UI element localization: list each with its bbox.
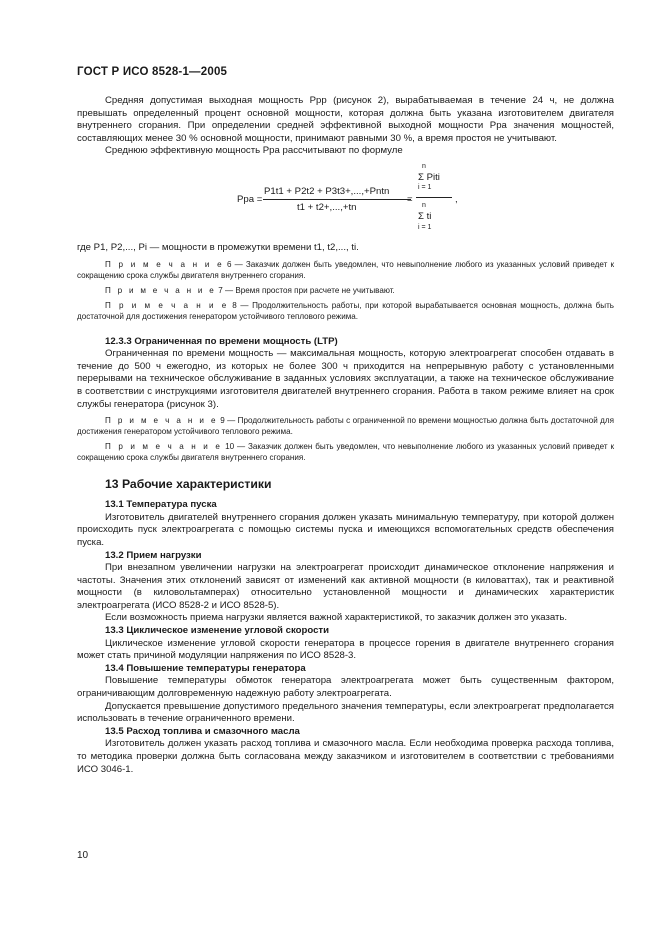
paragraph-13-3: Циклическое изменение угловой скорости генератора в процессе горения в двигателе внутреннего сгорания может стать причиной модуляции напряжения по ИСО 8528-3.: [77, 637, 614, 662]
note-8: [77, 300, 614, 322]
paragraph-ltp: Ограниченная по времени мощность — максимальная мощность, которую электроагрегат способен отдавать в течение до 500 ч ежегодно, из которых не более 300 ч приходится на непрерывную работу с установленными перерывами на техническое обслуживание в заданных условиях эксплуатации, а также на техническое обслуживание в соответствии с инструкциями изготовителя двигателей внутреннего сгорания. Работа в таком режиме влияет на срок службы генератора (рисунок 3).: [77, 348, 614, 410]
note-label: П р и м е ч а н и е: [105, 442, 223, 452]
heading-13: 13 Рабочие характеристики: [105, 477, 272, 492]
sum-bottom-term: Σ ti: [418, 210, 432, 222]
sum-top-index: i = 1: [418, 183, 432, 191]
note-label: П р и м е ч а н и е: [105, 259, 224, 269]
sum-top-term: Σ Piti: [418, 171, 440, 183]
paragraph-13-2-a: При внезапном увеличении нагрузки на электроагрегат происходит динамическое отклонение напряжения и частоты. Значения этих отклонений зависят от изменений как активной мощности (в киловаттах), так и реактивной мощности (в киловольтамперах) относительно установленной мощности и динамических характеристик электроагрегата (ИСО 8528-2 и ИСО 8528-5).: [77, 562, 614, 611]
formula-denominator: t1 + t2+,...,+tn: [297, 201, 357, 213]
note-6: [77, 259, 614, 281]
formula-equals: =: [407, 193, 413, 205]
note-10: [77, 441, 614, 463]
note-text: 9 — Продолжительность работы с ограниченной по времени мощностью должна быть достаточной для достижения генератором устойчивого теплового режима.: [77, 416, 614, 437]
paragraph-average-power: Средняя допустимая выходная мощность Ppp (рисунок 2), вырабатываемая в течение 24 ч, не должна превышать определенный процент основной мощности, которая должна быть указана изготовителем двигателя внутреннего сгорания. При определении средней эффективной выходной мощности Ppa значения мощностей, составляющих менее 30 % основной мощности, принимают равными 30 %, а время простоя не учитывают.: [77, 95, 614, 144]
formula-comma: ,: [455, 193, 458, 205]
formula-lhs: Ppa =: [237, 193, 263, 205]
note-text: 7 — Время простоя при расчете не учитывают.: [216, 285, 395, 295]
note-7: [77, 285, 614, 296]
note-text: 6 — Заказчик должен быть уведомлен, что невыполнение любого из указанных условий приведет к сокращению срока службы двигателя внутреннего сгорания.: [77, 259, 615, 280]
paragraph-13-1: Изготовитель двигателей внутреннего сгорания должен указать минимальную температуру, при которой должен происходить пуск электроагрегата с помощью системы пуска и имеющихся вспомогательных средств обеспечения пуска.: [77, 511, 614, 548]
note-label: П р и м е ч а н и е: [105, 416, 218, 426]
formula-fraction-line: [263, 199, 411, 200]
paragraph-13-4-a: Повышение температуры обмоток генератора электроагрегата может быть существенным фактором, ограничивающим долговременную надежную работу электроагрегата.: [77, 675, 614, 700]
paragraph-13-2-b: Если возможность приема нагрузки является важной характеристикой, то заказчик должен это указать.: [105, 612, 568, 624]
note-text: 10 — Заказчик должен быть уведомлен, что невыполнение любого из указанных условий приведет к сокращению срока службы двигателя внутреннего сгорания.: [77, 442, 614, 463]
heading-12-3-3: 12.3.3 Ограниченная по времени мощность (LTP): [105, 335, 338, 347]
paragraph-13-5: Изготовитель должен указать расход топлива и смазочного масла. Если необходима проверка расхода топлива, то методика проверки должна быть согласована между заказчиком и изготовителем в соответствии с требованиями ИСО 3046-1.: [77, 738, 614, 775]
heading-13-2: 13.2 Прием нагрузки: [105, 549, 202, 561]
formula-numerator: P1t1 + P2t2 + P3t3+,...,+Pntn: [264, 185, 390, 197]
heading-13-3: 13.3 Циклическое изменение угловой скорости: [105, 625, 330, 637]
note-text: 8 — Продолжительность работы, при которой вырабатывается основная мощность, должна быть достаточной для достижения генератором устойчивого теплового режима.: [77, 300, 615, 321]
formula-block: [77, 158, 614, 242]
page-number: 10: [77, 850, 89, 861]
note-label: П р и м е ч а н и е: [105, 300, 229, 310]
heading-13-5: 13.5 Расход топлива и смазочного масла: [105, 725, 300, 737]
sum-bottom-index: i = 1: [418, 223, 432, 231]
page-body: [77, 95, 614, 776]
page-header-title: ГОСТ Р ИСО 8528-1—2005: [77, 66, 228, 78]
formula-sum-fraction-line: [416, 197, 452, 198]
note-9: [77, 415, 614, 437]
heading-13-1: 13.1 Температура пуска: [105, 499, 217, 511]
sum-top-n: n: [422, 162, 426, 170]
sum-bottom-n: n: [422, 201, 426, 209]
note-label: П р и м е ч а н и е: [105, 285, 217, 295]
paragraph-13-4-b: Допускается превышение допустимого предельного значения температуры, если электроагрегат предполагается использовать в течение ограниченного времени.: [77, 700, 614, 725]
paragraph-formula-intro: Среднюю эффективную мощность Ppa рассчитывают по формуле: [105, 145, 403, 157]
heading-13-4: 13.4 Повышение температуры генератора: [105, 662, 306, 674]
where-definition: где P1, P2,..., Pi — мощности в промежутки времени t1, t2,..., ti.: [77, 241, 359, 253]
